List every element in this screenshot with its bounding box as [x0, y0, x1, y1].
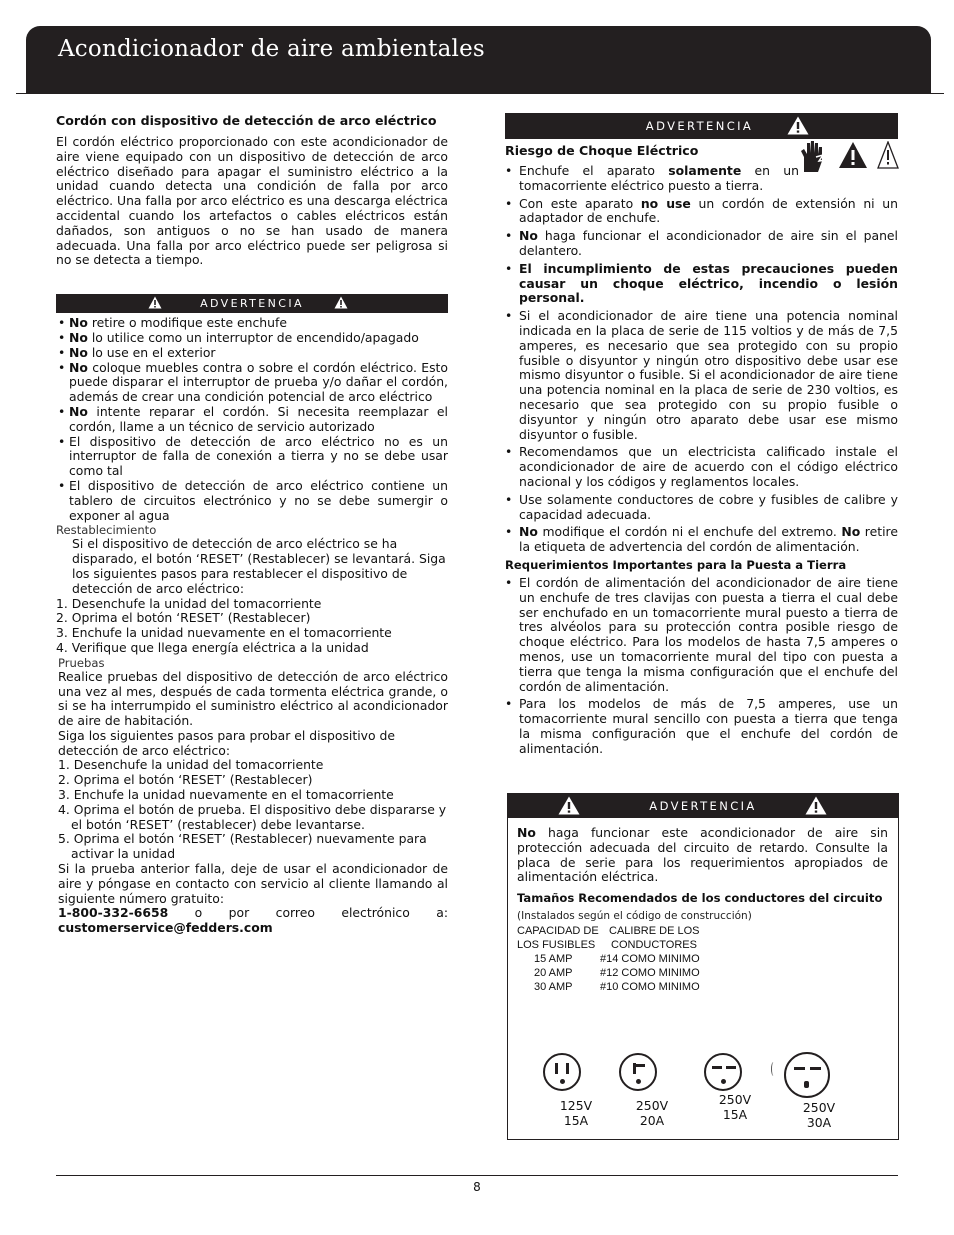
- list-item: 1. Desenchufe la unidad del tomacorriente: [56, 595, 322, 611]
- reset-intro: Si el dispositivo de detección de arco eléctrico se ha disparado, el botón ‘RESET’ (Restablecer) se levantará. Siga los siguientes pasos para restablecer el dispositivo de detección de arco eléctrico:: [72, 536, 446, 596]
- conductor-table: CAPACIDAD DE CALIBRE DE LOS LOS FUSIBLES CONDUCTORES 15 AMP #14 COMO MINIMO 20 AMP #12 COMO MINIMO 30 AMP #10 COMO MINIMO: [517, 924, 747, 994]
- warning-triangle-icon: [787, 116, 809, 135]
- page-number: 8: [473, 1180, 481, 1194]
- warning-triangle-icon: [558, 796, 580, 815]
- reset-steps: [56, 597, 448, 656]
- list-item: 3. Enchufe la unidad nuevamente en el tomacorriente: [56, 625, 392, 641]
- header-rule: [16, 93, 944, 94]
- footer-rule: [56, 1175, 898, 1176]
- list-item: • No lo use en el exterior: [56, 346, 448, 361]
- warning-bar: [508, 794, 898, 818]
- list-item: • Enchufe el aparato solamente en un tomacorriente eléctrico puesto a tierra.: [505, 164, 799, 194]
- warning-label: ADVERTENCIA: [645, 119, 754, 133]
- circuit-warning-text: No haga funcionar este acondicionador de aire sin protección adecuada del circuito de retardo. Consulte la placa de serie para los requerimientos apropiados de alimentación eléctrica.: [517, 825, 888, 885]
- list-item: • No retire o modifique este enchufe: [56, 316, 448, 331]
- warning-triangle-icon: [148, 296, 162, 309]
- warning-bar: [505, 113, 898, 139]
- warning-bar: [56, 294, 448, 313]
- warning-bullet-list: [56, 316, 448, 523]
- reset-subheading: Restablecimiento: [56, 523, 157, 538]
- right-column: [505, 113, 898, 759]
- table-row: 20 AMP #12 COMO MINIMO: [534, 967, 700, 979]
- outlet-label: 125V 15A: [559, 1098, 593, 1128]
- conductor-sizes-heading: Tamaños Recomendados de los conductores del circuito: [517, 891, 883, 906]
- outlet-label: 250V 30A: [802, 1100, 836, 1130]
- test-fail-text: Si la prueba anterior falla, deje de usar el acondicionador de aire y póngase en contacto con servicio al cliente llamando al siguiente número gratuito:: [58, 861, 448, 906]
- outlet-250v-15a-icon: [704, 1053, 742, 1091]
- shock-risk-list-cont: [505, 197, 898, 555]
- outlet-label: 250V 15A: [718, 1092, 752, 1122]
- list-item: 5. Oprima el botón ‘RESET’ (Restablecer) nuevamente para activar la unidad: [58, 831, 427, 862]
- list-item: 2. Oprima el botón ‘RESET’ (Restablecer): [56, 610, 311, 626]
- list-item: 4. Oprima el botón de prueba. El dispositivo debe dispararse y el botón ‘RESET’ (restablecer) debe levantarse.: [58, 801, 447, 832]
- divider-mark: [771, 1062, 776, 1076]
- warning-label: ADVERTENCIA: [200, 297, 304, 311]
- arc-detection-intro: El cordón eléctrico proporcionado con este acondicionador de aire viene equipado con un dispositivo de detección de arco eléctrico diseñado para apagar el suministro eléctrico a la unidad cuando detecta una condición de falla por arco eléctrico. Una falla por arco eléctrico es una descarga eléctrica accidental cuando los artefactos o cables eléctricos están dañados, son antiguos o no se han usado de manera adecuada. Una falla por arco eléctrico puede ser peligrosa si no se detecta a tiempo.: [56, 134, 448, 268]
- phone-number: 1-800-332-6658: [58, 905, 169, 921]
- tests-steps: [56, 758, 448, 862]
- outlet-250v-30a-icon: [784, 1052, 830, 1098]
- warning-triangle-icon: [805, 796, 827, 815]
- support-email: customerservice@fedders.com: [58, 920, 273, 936]
- list-item: 3. Enchufe la unidad nuevamente en el tomacorriente: [58, 787, 394, 803]
- conductor-sizes-note: (Instalados según el código de construcción): [517, 910, 752, 923]
- tests-intro: Realice pruebas del dispositivo de detección de arco eléctrico una vez al mes, después de cada tormenta eléctrica grande, o si se ha interrumpido el suministro eléctrico al acondicionador de aire de habitación.: [58, 668, 448, 729]
- list-item: • Con este aparato no use un cordón de extensión ni un adaptador de enchufe.: [505, 197, 898, 227]
- page-header: [26, 26, 931, 94]
- outlet-125v-15a-icon: [543, 1053, 581, 1091]
- list-item: 4. Verifique que llega energía eléctrica a la unidad: [56, 639, 369, 655]
- warning-triangle-icon: [838, 141, 868, 169]
- list-item: • No modifique el cordón ni el enchufe del extremo. No retire la etiqueta de advertencia del cordón de alimentación.: [505, 525, 898, 555]
- contact-line: 1-800-332-6658 o por correo electrónico a:: [58, 905, 448, 921]
- list-item: 2. Oprima el botón ‘RESET’ (Restablecer): [58, 772, 313, 788]
- grounding-heading: Requerimientos Importantes para la Puesta a Tierra: [505, 557, 847, 572]
- grounding-list: [505, 576, 898, 757]
- circuit-warning-box: [507, 793, 899, 1140]
- shock-risk-list: [505, 164, 835, 194]
- warning-triangle-icon: [334, 296, 348, 309]
- table-row: 30 AMP #10 COMO MINIMO: [534, 981, 700, 993]
- list-item: • No coloque muebles contra o sobre el cordón eléctrico. Esto puede disparar el interruptor de prueba y/o dañar el cordón, además de crear una condición potencial de arco eléctrico: [56, 361, 448, 405]
- warning-label: ADVERTENCIA: [649, 799, 757, 813]
- left-column: [56, 113, 448, 936]
- list-item: • Si el acondicionador de aire tiene una potencia nominal indicada en la placa de serie de 115 voltios y de más de 7,5 amperes, es necesario que sea protegido con su propio fusible o disyuntor y ningún otro dispositivo debe usar ese mismo disyuntor o fusible. Si el acondicionador de aire tiene una potencia nominal en la placa de serie de 230 voltios, es necesario que sea protegido con su propio fusible o disyuntor y ningún otro aparato debe usar ese mismo disyuntor o fusible.: [505, 309, 898, 442]
- tests-subheading: Pruebas: [58, 655, 105, 670]
- list-item: • Para los modelos de más de 7,5 amperes, use un tomacorriente mural sencillo con puesta a tierra que tenga la misma configuración que el enchufe del cordón de alimentación.: [505, 697, 898, 756]
- tests-intro-2: Siga los siguientes pasos para probar el dispositivo de detección de arco eléctrico:: [58, 727, 396, 758]
- page-title: Acondicionador de aire ambientales: [58, 36, 485, 62]
- outlet-250v-20a-icon: [619, 1053, 657, 1091]
- list-item: • Recomendamos que un electricista calificado instale el acondicionador de aire de acuerdo con el código eléctrico nacional y los códigos y reglamentos locales.: [505, 445, 898, 489]
- list-item: • No lo utilice como un interruptor de encendido/apagado: [56, 331, 448, 346]
- table-row: 15 AMP #14 COMO MINIMO: [534, 953, 700, 965]
- list-item: • No haga funcionar el acondicionador de aire sin el panel delantero.: [505, 229, 898, 259]
- caution-triangle-outline-icon: [877, 141, 899, 169]
- arc-detection-heading: Cordón con dispositivo de detección de arco eléctrico: [56, 113, 437, 128]
- list-item: • El dispositivo de detección de arco eléctrico no es un interruptor de falla de conexión a tierra y no se debe usar como tal: [56, 435, 448, 479]
- shock-risk-heading: Riesgo de Choque Eléctrico: [505, 143, 699, 158]
- list-item: • El dispositivo de detección de arco eléctrico contiene un tablero de circuitos electrónico y no se debe sumergir o exponer al agua: [56, 479, 448, 523]
- list-item: • Use solamente conductores de cobre y fusibles de calibre y capacidad adecuada.: [505, 493, 898, 523]
- list-item: • El cordón de alimentación del acondicionador de aire tiene un enchufe de tres clavijas con puesta a tierra el cual debe ser enchufado en un tomacorriente mural puesto a tierra de tres alvéolos para su protección contra posible riesgo de choque eléctrico. Para los modelos de hasta 7,5 amperes o menos, use un tomacorriente mural del tipo con puesta a tierra que tenga la misma configuración que el enchufe del cordón de alimentación.: [505, 576, 898, 694]
- list-item: 1. Desenchufe la unidad del tomacorriente: [58, 757, 324, 773]
- list-item: • El incumplimiento de estas precauciones pueden causar un choque eléctrico, incendio o lesión personal.: [505, 262, 898, 306]
- list-item: • No intente reparar el cordón. Si necesita reemplazar el cordón, llame a un técnico de servicio autorizado: [56, 405, 448, 435]
- outlet-label: 250V 20A: [635, 1098, 669, 1128]
- electric-shock-hand-icon: [798, 139, 828, 173]
